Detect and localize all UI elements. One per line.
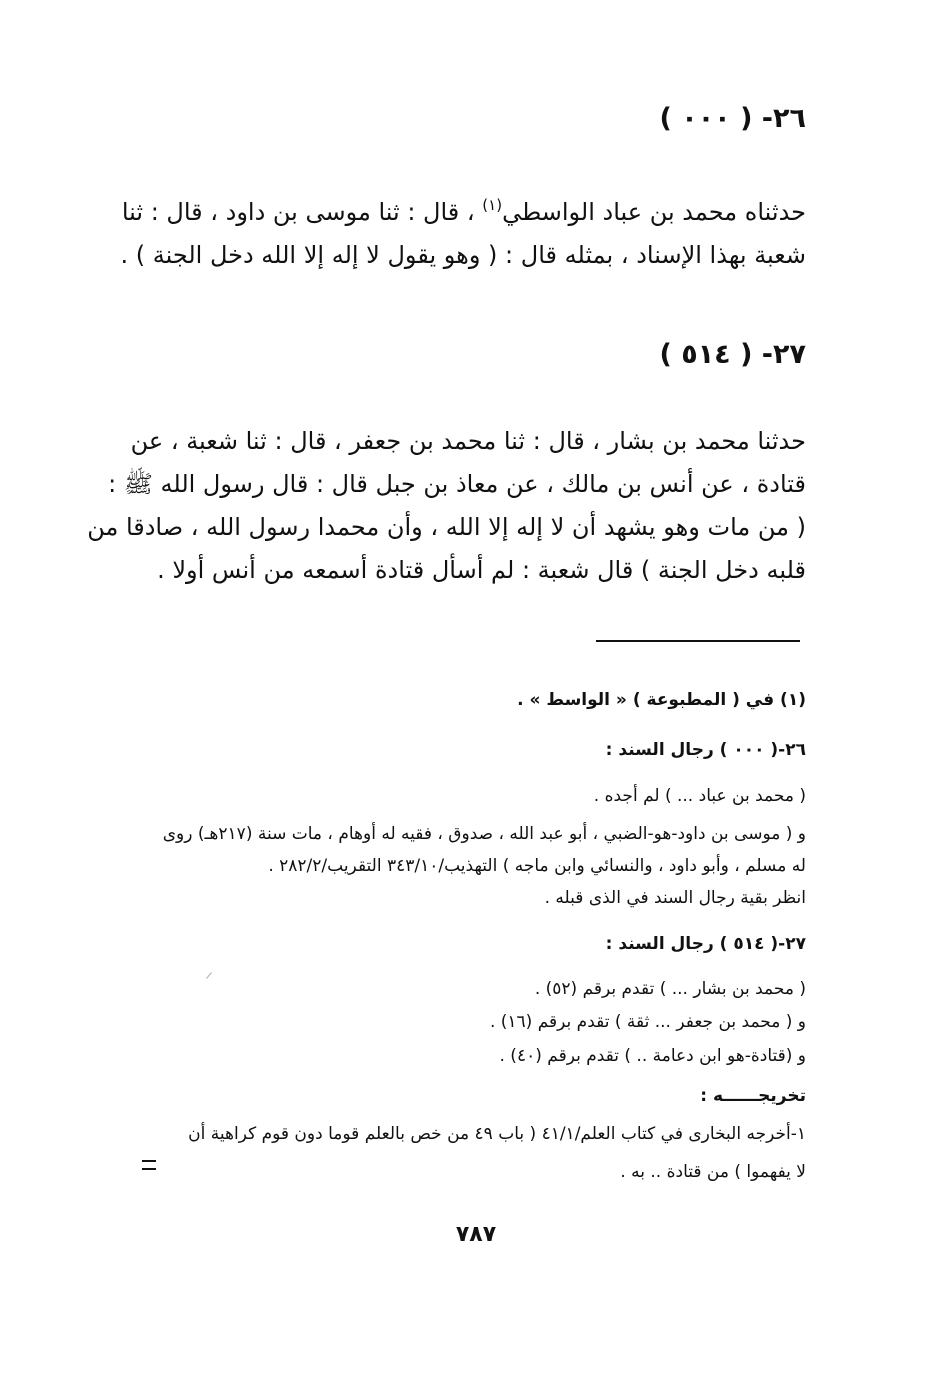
- rijal-27-line-2: و ( محمد بن جعفر ... ثقة ) تقدم برقم (١٦) .: [489, 1012, 806, 1032]
- hadith-26-heading: ٢٦- ( ٠٠٠ ): [659, 103, 806, 134]
- page-number: ٧٨٧: [455, 1222, 497, 1247]
- rijal-27-line-1: ( محمد بن بشار ... ) تقدم برقم (٥٢) .: [534, 979, 806, 999]
- rijal-27-line-3: و (قتادة-هو ابن دعامة .. ) تقدم برقم (٤٠) .: [499, 1046, 806, 1066]
- hadith-27-line-4: قلبه دخل الجنة ) قال شعبة : لم أسأل قتادة أسمعه من أنس أولا .: [157, 556, 806, 584]
- hadith-27-line-1: حدثنا محمد بن بشار ، قال : ثنا محمد بن جعفر ، قال : ثنا شعبة ، عن: [130, 427, 806, 455]
- rijal-27-title: ٢٧-( ٥١٤ ) رجال السند :: [605, 934, 806, 954]
- hadith-26-text: [120, 184, 806, 277]
- footnote-marker-1: (١): [482, 196, 503, 214]
- takhrij-line-1: ١-أخرجه البخارى في كتاب العلم/٤١/١ ( باب ٤٩ من خص بالعلم قوما دون قوم كراهية أن: [188, 1124, 806, 1144]
- hadith-26-line-2: شعبة بهذا الإسناد ، بمثله قال : ( وهو يقول لا إله إلا الله دخل الجنة ) .: [120, 241, 806, 269]
- rijal-26-title: ٢٦-( ٠٠٠ ) رجال السند :: [605, 740, 806, 760]
- hadith-27-line-3: ( من مات وهو يشهد أن لا إله إلا الله ، وأن محمدا رسول الله ، صادقا من: [87, 513, 806, 541]
- continuation-mark: [142, 1160, 156, 1170]
- takhrij-line-2: لا يفهموا ) من قتادة .. به .: [620, 1162, 806, 1182]
- hadith-26-line-1-start: حدثناه محمد بن عباد الواسطي: [502, 198, 806, 226]
- scan-speck: [206, 972, 212, 979]
- footnote-1: (١) في ( المطبوعة ) « الواسط » .: [517, 690, 806, 710]
- hadith-27-text: [87, 420, 806, 592]
- hadith-27-heading: ٢٧- ( ٥١٤ ): [659, 339, 806, 370]
- rijal-26-line-2: و ( موسى بن داود-هو-الضبي ، أبو عبد الله ، صدوق ، فقيه له أوهام ، مات سنة (٢١٧هـ) روى: [162, 824, 806, 844]
- rijal-26-line-4: انظر بقية رجال السند في الذى قبله .: [544, 888, 806, 908]
- hadith-27-line-2: قتادة ، عن أنس بن مالك ، عن معاذ بن جبل قال : قال رسول الله ﷺ :: [108, 470, 806, 498]
- rijal-26-line-1: ( محمد بن عباد ... ) لم أجده .: [593, 786, 806, 806]
- footnote-divider: [596, 640, 800, 642]
- rijal-26-line-3: له مسلم ، وأبو داود ، والنسائي وابن ماجه ) التهذيب/٣٤٣/١٠ التقريب/٢٨٢/٢ .: [268, 856, 806, 876]
- hadith-26-line-1-end: ، قال : ثنا موسى بن داود ، قال : ثنا: [121, 198, 483, 226]
- hadith-26-line-1: [121, 184, 806, 234]
- takhrij-title: تخريجــــــه :: [700, 1086, 806, 1106]
